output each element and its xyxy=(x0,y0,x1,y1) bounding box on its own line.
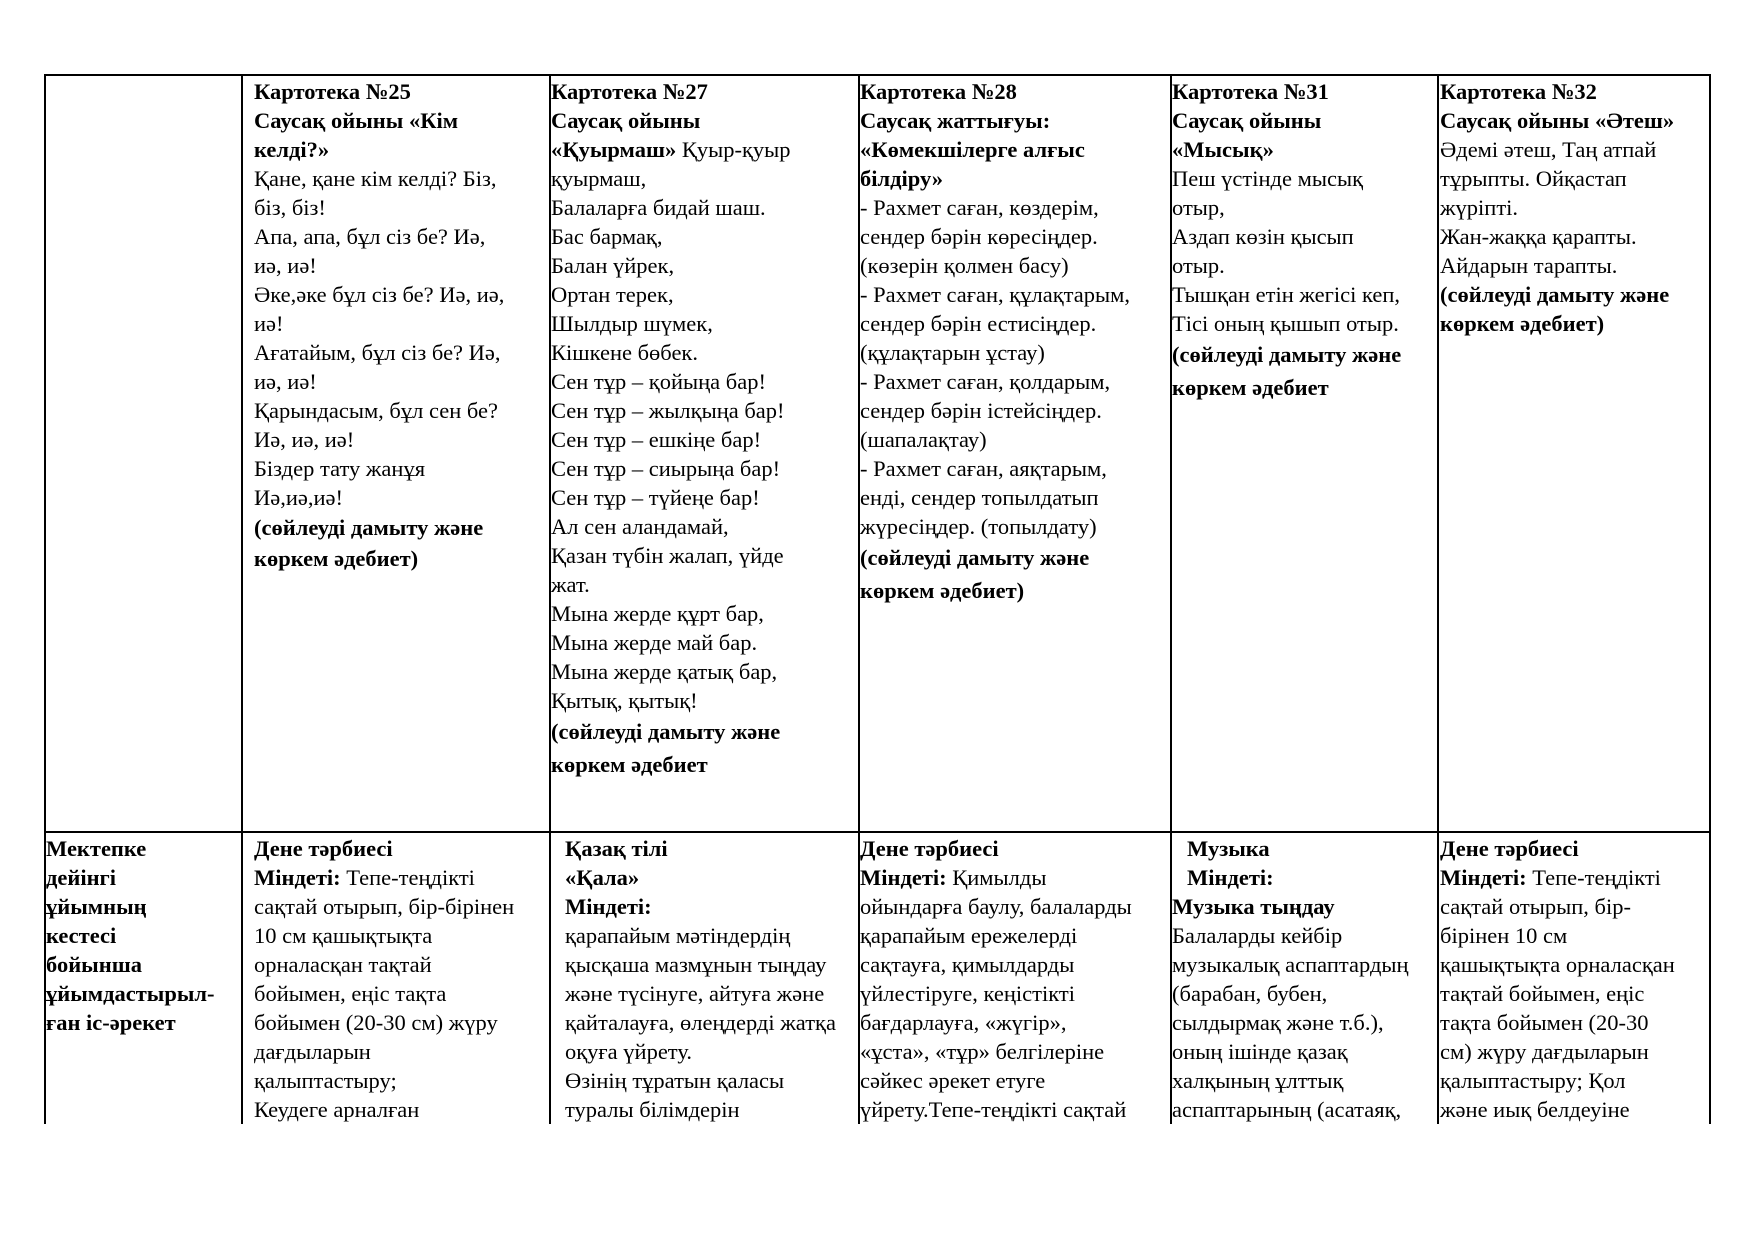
category-tag: (сөйлеуді дамыту және xyxy=(860,545,1090,570)
category-tag: көркем әдебиет) xyxy=(1440,311,1605,336)
text-line: Өзінің тұратын қаласы xyxy=(565,1068,785,1093)
card-25-cell xyxy=(254,77,504,574)
text-line: (шапалақтау) xyxy=(860,427,987,452)
text-line: дейінгі xyxy=(46,865,117,890)
task-line xyxy=(860,863,1132,892)
text-line: Мектепке xyxy=(46,836,147,861)
text-line: Иә, иә, иә! xyxy=(254,427,355,452)
text-line: «ұста», «тұр» белгілеріне xyxy=(860,1039,1105,1064)
text-line: Әдемі әтеш, Таң атпай xyxy=(1440,137,1657,162)
text-line: оның ішінде қазақ xyxy=(1172,1039,1348,1064)
text-line: Бас бармақ, xyxy=(551,224,663,249)
text-line: см) жүру дағдыларын xyxy=(1440,1039,1649,1064)
text-line: бағдарлауға, «жүгір», xyxy=(860,1010,1067,1035)
text-line: Шылдыр шүмек, xyxy=(551,311,713,336)
text-line: (көзерін қолмен басу) xyxy=(860,253,1069,278)
card-title: Картотека №27 xyxy=(551,79,708,104)
card-title: Картотека №32 xyxy=(1440,79,1597,104)
text-line: сылдырмақ және т.б.), xyxy=(1172,1010,1384,1035)
text-line: «Мысық» xyxy=(1172,137,1274,162)
text-line: Сен тұр – қойыңа бар! xyxy=(551,369,766,394)
text-line: сақтай отырып, бір-бірінен xyxy=(254,894,515,919)
activity-cell-5 xyxy=(1440,834,1675,1124)
text-line: және иық белдеуіне xyxy=(1440,1097,1630,1122)
text-line: қысқаша мазмұнын тыңдау xyxy=(565,952,827,977)
card-text xyxy=(860,193,1130,541)
text-line: ұйымның xyxy=(46,894,147,919)
game-name: «Қуырмаш» xyxy=(551,137,677,162)
text-line: бойымен, еңіс тақта xyxy=(254,981,447,1006)
text-line: аспаптарының (асатаяқ, xyxy=(1172,1097,1402,1122)
column-divider xyxy=(241,74,243,1124)
category-tag: көркем әдебиет xyxy=(551,752,708,777)
card-text xyxy=(254,106,504,574)
task-body xyxy=(860,892,1132,1124)
text-line: - Рахмет саған, аяқтарым, xyxy=(860,456,1107,481)
text-line: енді, сендер топылдатып xyxy=(860,485,1099,510)
text-line: (барабан, бубен, xyxy=(1172,981,1328,1006)
text-line: Ал сен аландамай, xyxy=(551,514,729,539)
text-line: Мына жерде қатық бар, xyxy=(551,659,778,684)
card-31-cell xyxy=(1172,77,1401,404)
text-line: Тісі оның қышып отыр. xyxy=(1172,311,1399,336)
poem-start: Қуыр-қуыр xyxy=(676,137,791,162)
subject-title: Дене тәрбиесі xyxy=(860,836,999,861)
task-label: Міндеті: xyxy=(1440,865,1527,890)
text-line: иә, иә! xyxy=(254,369,317,394)
text-line: білдіру» xyxy=(860,166,944,191)
text-line: Аздап көзін қысып xyxy=(1172,224,1354,249)
text-line: Саусақ ойыны «Кім xyxy=(254,108,459,133)
card-title: Картотека №31 xyxy=(1172,79,1329,104)
text-line: сақтай отырып, бір- xyxy=(1440,894,1631,919)
card-title: Картотека №28 xyxy=(860,79,1017,104)
text-line: үйлестіруге, кеңістікті xyxy=(860,981,1075,1006)
text-line: қашықтықта орналасқан xyxy=(1440,952,1675,977)
text-line: үйрету.Тепе-теңдікті сақтай xyxy=(860,1097,1127,1122)
text-line: Сен тұр – ешкіңе бар! xyxy=(551,427,762,452)
text-line: бірінен 10 см xyxy=(1440,923,1568,948)
row-divider xyxy=(44,831,1711,833)
text-line: Қытық, қытық! xyxy=(551,688,698,713)
category-tag: (сөйлеуді дамыту және xyxy=(1172,342,1402,367)
task-line xyxy=(254,863,514,892)
card-subtitle-line xyxy=(551,135,791,164)
text-line: жат. xyxy=(551,572,590,597)
text-line: отыр, xyxy=(1172,195,1225,220)
text-line: қуырмаш, xyxy=(551,166,647,191)
text-line: Апа, апа, бұл сіз бе? Иә, xyxy=(254,224,486,249)
task-text: Тепе-теңдікті xyxy=(1526,865,1661,890)
text-line: қайталауға, өлеңдерді жатқа xyxy=(565,1010,836,1035)
text-line: сәйкес әрекет етуге xyxy=(860,1068,1046,1093)
category-tag: көркем әдебиет xyxy=(1172,375,1329,400)
text-line: Қане, қане кім келді? Біз, xyxy=(254,166,497,191)
text-line: Кішкене бөбек. xyxy=(551,340,698,365)
text-line: тақта бойымен (20-30 xyxy=(1440,1010,1649,1035)
task-body xyxy=(1172,921,1409,1124)
card-subtitle xyxy=(1440,106,1674,135)
task-body xyxy=(1440,892,1675,1124)
activity-cell-3 xyxy=(860,834,1132,1124)
text-line: «Көмекшілерге алғыс xyxy=(860,137,1085,162)
activity-cell-1 xyxy=(254,834,514,1124)
subject-title: Музыка xyxy=(1187,836,1270,861)
task-label: Міндеті: xyxy=(860,865,947,890)
text-line: халқының ұлттық xyxy=(1172,1068,1344,1093)
text-line: Қазан түбін жалап, үйде xyxy=(551,543,784,568)
text-line: сендер бәрін естисіңдер. xyxy=(860,311,1097,336)
text-line: сендер бәрін көресіңдер. xyxy=(860,224,1098,249)
topic-title: «Қала» xyxy=(565,865,640,890)
text-line: Саусақ ойыны «Әтеш» xyxy=(1440,108,1675,133)
activity-cell-2 xyxy=(565,834,836,1124)
text-line: сендер бәрін істейсіңдер. xyxy=(860,398,1102,423)
card-subtitle: Саусақ ойыны xyxy=(551,108,701,133)
text-line: Қарындасым, бұл сен бе? xyxy=(254,398,499,423)
text-line: дағдыларын xyxy=(254,1039,371,1064)
text-line: кестесі xyxy=(46,923,117,948)
text-line: туралы білімдерін xyxy=(565,1097,740,1122)
text-line: Балаларды кейбір xyxy=(1172,923,1343,948)
text-line: Әке,әке бұл сіз бе? Иә, иә, xyxy=(254,282,505,307)
task-line xyxy=(1440,863,1675,892)
text-line: орналасқан тақтай xyxy=(254,952,432,977)
text-line: келді?» xyxy=(254,137,330,162)
task-label: Міндеті: xyxy=(254,865,341,890)
text-line: тақтай бойымен, еңіс xyxy=(1440,981,1645,1006)
table-top-border xyxy=(44,74,1711,76)
text-line: - Рахмет саған, қолдарым, xyxy=(860,369,1111,394)
text-line: 10 см қашықтықта xyxy=(254,923,433,948)
card-title: Картотека №25 xyxy=(254,79,411,104)
text-line: Тышқан етін жегісі кеп, xyxy=(1172,282,1400,307)
text-line: Саусақ жаттығуы: xyxy=(860,108,1051,133)
subtopic-title: Музыка тыңдау xyxy=(1172,894,1335,919)
card-text xyxy=(1172,164,1401,338)
text-line: Мына жерде май бар. xyxy=(551,630,758,655)
text-line: Жан-жаққа қарапты. xyxy=(1440,224,1637,249)
text-line: Сен тұр – жылқыңа бар! xyxy=(551,398,785,423)
card-subtitle xyxy=(1172,106,1401,164)
text-line: оқуға үйрету. xyxy=(565,1039,692,1064)
card-text xyxy=(551,164,791,715)
card-28-cell xyxy=(860,77,1130,607)
subject-title: Дене тәрбиесі xyxy=(254,836,393,861)
task-text: Қимылды xyxy=(946,865,1047,890)
text-line: қарапайым ережелерді xyxy=(860,923,1078,948)
activity-cell-4 xyxy=(1172,834,1409,1124)
text-line: ойындарға баулу, балаларды xyxy=(860,894,1132,919)
text-line: Балан үйрек, xyxy=(551,253,675,278)
category-tag: көркем әдебиет) xyxy=(860,578,1025,603)
task-body xyxy=(565,921,836,1124)
text-line: Сен тұр – түйеңе бар! xyxy=(551,485,760,510)
text-line: Пеш үстінде мысық xyxy=(1172,166,1363,191)
text-line: Сен тұр – сиырыңа бар! xyxy=(551,456,781,481)
card-32-cell xyxy=(1440,77,1674,338)
text-line: - Рахмет саған, көздерім, xyxy=(860,195,1099,220)
task-body xyxy=(254,892,514,1124)
text-line: Балаларға бидай шаш. xyxy=(551,195,766,220)
text-line: иә, иә! xyxy=(254,253,317,278)
text-line: (құлақтарын ұстау) xyxy=(860,340,1045,365)
text-line: жүріпті. xyxy=(1440,195,1519,220)
text-line: сақтауға, қимылдарды xyxy=(860,952,1075,977)
text-line: ған іс-әрекет xyxy=(46,1010,176,1035)
task-label: Міндеті: xyxy=(565,894,652,919)
text-line: - Рахмет саған, құлақтарым, xyxy=(860,282,1130,307)
text-line: бойынша xyxy=(46,952,142,977)
column-divider xyxy=(1437,74,1439,1124)
text-line: Кеудеге арналған xyxy=(254,1097,420,1122)
category-tag: (сөйлеуді дамыту және xyxy=(1440,282,1670,307)
text-line: қалыптастыру; xyxy=(254,1068,397,1093)
card-text xyxy=(1440,135,1674,280)
table-right-border xyxy=(1709,74,1711,1124)
text-line: (сөйлеуді дамыту және xyxy=(254,515,484,540)
category-tag: (сөйлеуді дамыту және xyxy=(551,719,781,744)
text-line: Біздер тату жанұя xyxy=(254,456,426,481)
card-27-cell xyxy=(551,77,791,781)
text-line: Иә,иә,иә! xyxy=(254,485,344,510)
text-line: қалыптастыру; Қол xyxy=(1440,1068,1626,1093)
row-label xyxy=(46,834,215,1037)
task-label: Міндеті: xyxy=(1187,865,1274,890)
text-line: көркем әдебиет) xyxy=(254,546,419,571)
text-line: қарапайым мәтіндердің xyxy=(565,923,791,948)
text-line: Мына жерде құрт бар, xyxy=(551,601,764,626)
text-line: жүресіңдер. (топылдату) xyxy=(860,514,1097,539)
text-line: және түсінуге, айтуға және xyxy=(565,981,825,1006)
subject-title: Дене тәрбиесі xyxy=(1440,836,1579,861)
text-line: Ортан терек, xyxy=(551,282,674,307)
text-line: біз, біз! xyxy=(254,195,326,220)
text-line: бойымен (20-30 см) жүру xyxy=(254,1010,498,1035)
task-text: Тепе-теңдікті xyxy=(340,865,475,890)
text-line: иә! xyxy=(254,311,284,336)
text-line: Ағатайым, бұл сіз бе? Иә, xyxy=(254,340,501,365)
text-line: отыр. xyxy=(1172,253,1225,278)
subject-title: Қазақ тілі xyxy=(565,836,668,861)
text-line: Айдарын тарапты. xyxy=(1440,253,1618,278)
text-line: ұйымдастырыл- xyxy=(46,981,215,1006)
text-line: музыкалық аспаптардың xyxy=(1172,952,1409,977)
card-subtitle xyxy=(860,106,1130,193)
text-line: тұрыпты. Ойқастап xyxy=(1440,166,1627,191)
text-line: Саусақ ойыны xyxy=(1172,108,1322,133)
